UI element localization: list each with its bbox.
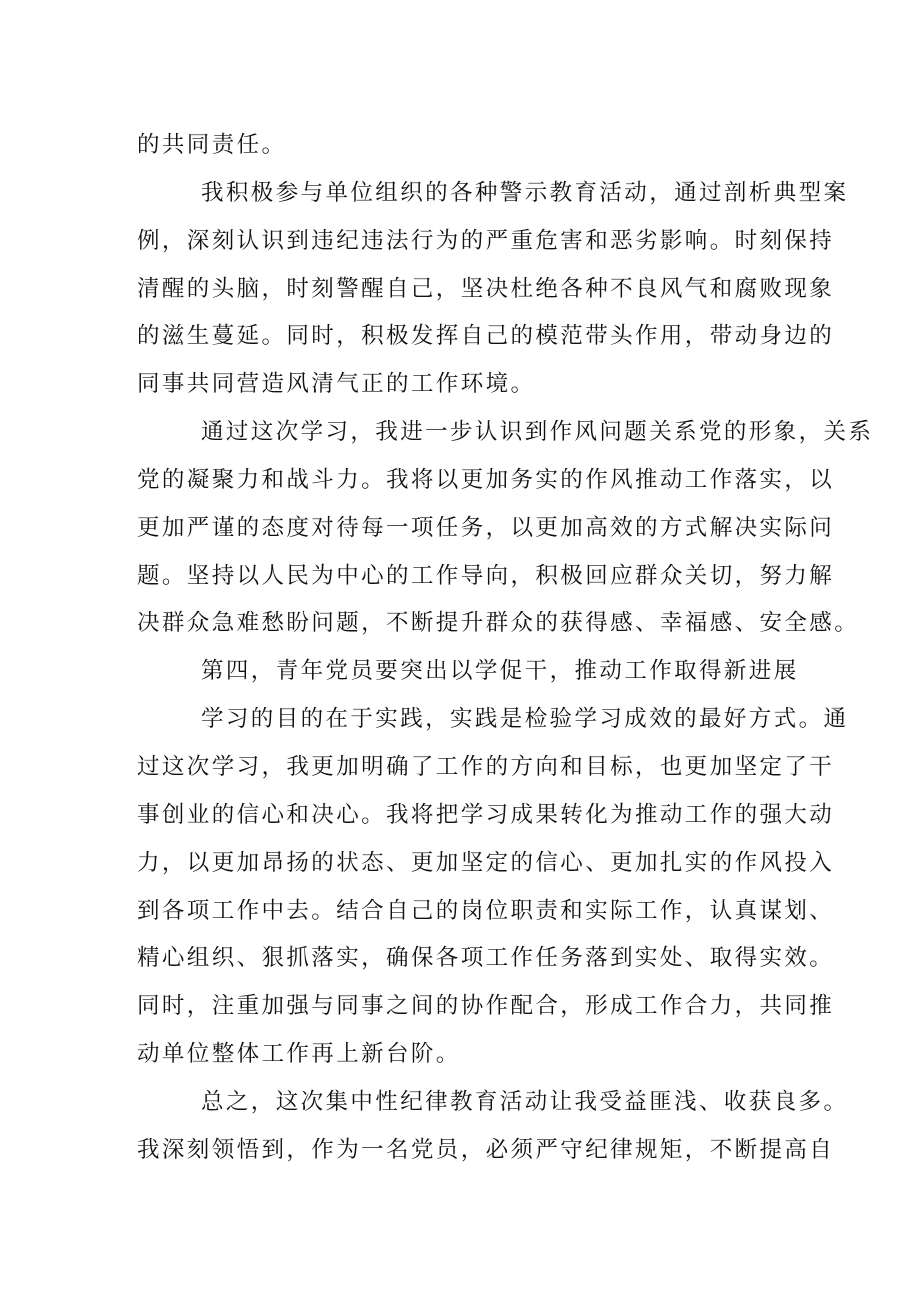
text-line: 动单位整体工作再上新台阶。 bbox=[137, 1041, 461, 1068]
text-line: 精心组织、狠抓落实，确保各项工作任务落到实处、取得实效。 bbox=[137, 945, 835, 972]
section-heading-fourth: 第四，青年党员要突出以学促干，推动工作取得新进展 bbox=[201, 658, 799, 685]
text-line: 力，以更加昂扬的状态、更加坚定的信心、更加扎实的作风投入 bbox=[137, 849, 835, 876]
text-line: 决群众急难愁盼问题，不断提升群众的获得感、幸福感、安全感。 bbox=[137, 610, 860, 637]
text-line: 的滋生蔓延。同时，积极发挥自己的模范带头作用，带动身边的 bbox=[137, 323, 835, 350]
paragraph-conclusion-start: 总之，这次集中性纪律教育活动让我受益匪浅、收获良多。 bbox=[201, 1088, 849, 1115]
text-line: 党的凝聚力和战斗力。我将以更加务实的作风推动工作落实，以 bbox=[137, 466, 835, 493]
text-line: 事创业的信心和决心。我将把学习成果转化为推动工作的强大动 bbox=[137, 801, 835, 828]
paragraph-practice-start: 学习的目的在于实践，实践是检验学习成效的最好方式。通 bbox=[201, 706, 849, 733]
text-line: 到各项工作中去。结合自己的岗位职责和实际工作，认真谋划、 bbox=[137, 897, 835, 924]
text-line: 过这次学习，我更加明确了工作的方向和目标，也更加坚定了干 bbox=[137, 753, 835, 780]
text-line: 我深刻领悟到，作为一名党员，必须严守纪律规矩，不断提高自 bbox=[137, 1136, 835, 1163]
text-line: 同时，注重加强与同事之间的协作配合，形成工作合力，共同推 bbox=[137, 993, 835, 1020]
text-line: 更加严谨的态度对待每一项任务，以更加高效的方式解决实际问 bbox=[137, 514, 835, 541]
paragraph-work-style-start: 通过这次学习，我进一步认识到作风问题关系党的形象，关系 bbox=[201, 419, 874, 446]
text-line-continuation: 的共同责任。 bbox=[137, 132, 287, 158]
document-body bbox=[137, 122, 874, 1175]
text-line: 题。坚持以人民为中心的工作导向，积极回应群众关切，努力解 bbox=[137, 562, 835, 589]
text-line: 清醒的头脑，时刻警醒自己，坚决杜绝各种不良风气和腐败现象 bbox=[137, 275, 835, 302]
text-line: 同事共同营造风清气正的工作环境。 bbox=[137, 371, 536, 398]
paragraph-warning-education-start: 我积极参与单位组织的各种警示教育活动，通过剖析典型案 bbox=[201, 179, 849, 206]
text-line: 例，深刻认识到违纪违法行为的严重危害和恶劣影响。时刻保持 bbox=[137, 227, 835, 254]
